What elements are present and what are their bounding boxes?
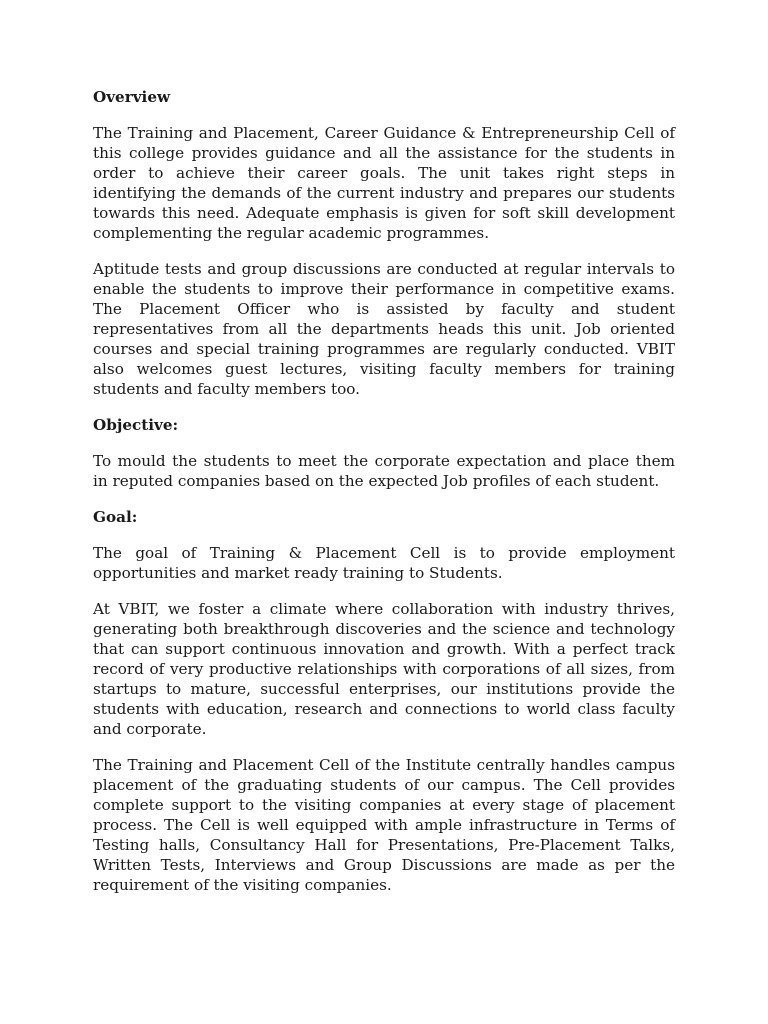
overview-paragraph-2: Aptitude tests and group discussions are conducted at regular intervals to enable the students to improve their performance in competitive exams. The Placement Officer who is assisted by faculty and student representatives from all the departments heads this unit. Job oriented courses and special training programmes are regularly conducted. VBIT also welcomes guest lectures, visiting faculty members for training students and faculty members too. (93, 260, 675, 398)
overview-paragraph-1: The Training and Placement, Career Guidance & Entrepreneurship Cell of this college provides guidance and all the assistance for the students in order to achieve their career goals. The unit takes right steps in identifying the demands of the current industry and prepares our students towards this need. Adequate emphasis is given for soft skill development complementing the regular academic programmes. (93, 124, 675, 242)
goal-paragraph-1: The goal of Training & Placement Cell is to provide employment opportunities and market ready training to Students. (93, 544, 675, 582)
goal-heading: Goal: (93, 508, 138, 526)
objective-heading: Objective: (93, 416, 179, 434)
document-page (93, 87, 675, 911)
overview-heading: Overview (93, 88, 171, 106)
goal-paragraph-3: The Training and Placement Cell of the Institute centrally handles campus placement of the graduating students of our campus. The Cell provides complete support to the visiting companies at every stage of placement process. The Cell is well equipped with ample infrastructure in Terms of Testing halls, Consultancy Hall for Presentations, Pre-Placement Talks, Written Tests, Interviews and Group Discussions are made as per the requirement of the visiting companies. (93, 756, 675, 894)
goal-paragraph-2: At VBIT, we foster a climate where collaboration with industry thrives, generating both breakthrough discoveries and the science and technology that can support continuous innovation and growth. With a perfect track record of very productive relationships with corporations of all sizes, from startups to mature, successful enterprises, our institutions provide the students with education, research and connections to world class faculty and corporate. (93, 600, 675, 738)
objective-paragraph: To mould the students to meet the corporate expectation and place them in reputed companies based on the expected Job profiles of each student. (93, 452, 675, 490)
